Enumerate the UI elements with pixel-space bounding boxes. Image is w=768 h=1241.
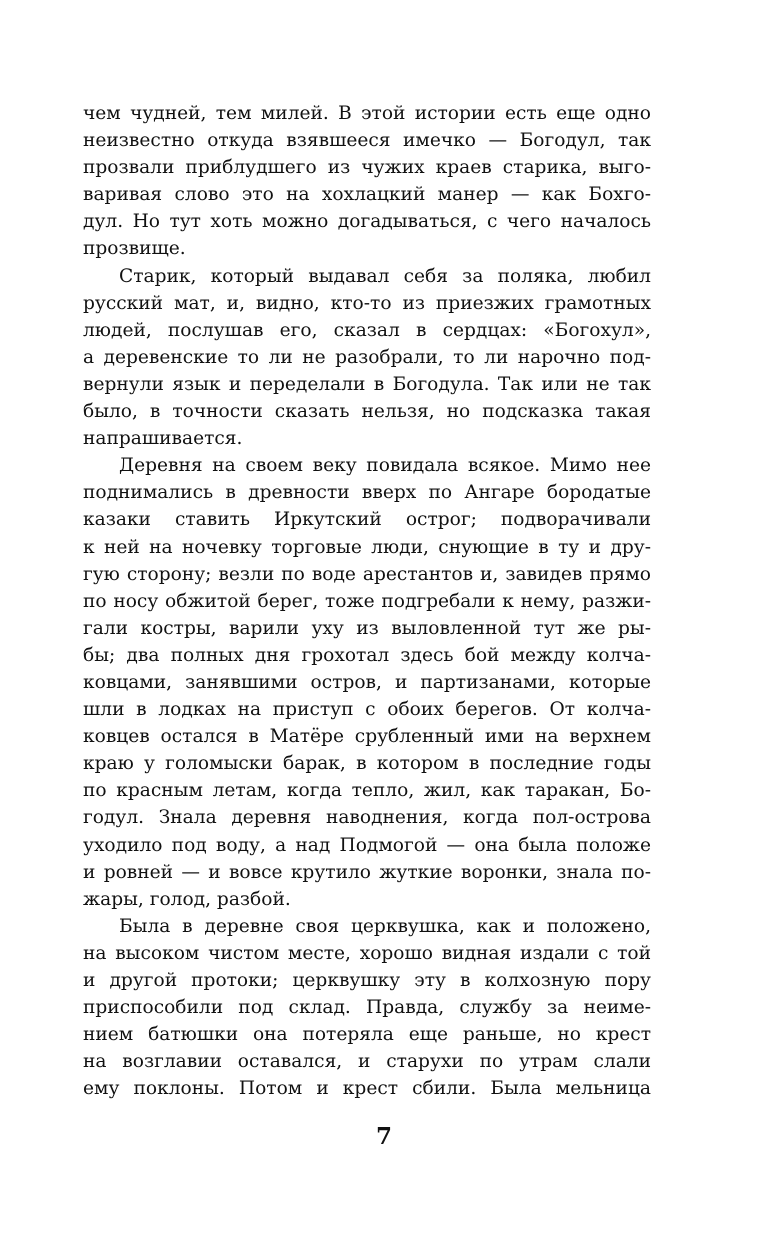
text-line: к ней на ночевку торговые люди, снующие в ту и дру- <box>83 536 651 558</box>
text-line: по носу обжитой берег, тоже подгребали к нему, разжи- <box>83 590 651 612</box>
text-line: русский мат, и, видно, кто-то из приезжих грамотных <box>83 292 651 314</box>
text-line: Деревня на своем веку повидала всякое. Мимо нее <box>119 455 651 477</box>
text-line: прозвище. <box>83 238 186 260</box>
text-line: неизвестно откуда взявшееся имечко — Богодул, так <box>83 130 651 152</box>
text-line: дул. Но тут хоть можно догадываться, с чего началось <box>83 211 651 233</box>
text-line: на высоком чистом месте, хорошо видная издали с той <box>83 942 651 964</box>
text-line: приспособили под склад. Правда, службу за неиме- <box>83 997 651 1019</box>
text-line: на возглавии оставался, и старухи по утрам слали <box>83 1051 651 1073</box>
text-line: бы; два полных дня грохотал здесь бой между колча- <box>83 644 651 666</box>
text-line: ковцами, занявшими остров, и партизанами, которые <box>83 671 651 693</box>
text-line: ковцев остался в Матёре срубленный ими на верхнем <box>83 726 651 748</box>
text-line: жары, голод, разбой. <box>83 888 291 910</box>
body-text <box>83 100 651 1102</box>
text-line: чем чудней, тем милей. В этой истории есть еще одно <box>83 103 651 124</box>
text-line: ему поклоны. Потом и крест сбили. Была мельница <box>83 1078 651 1100</box>
text-line: нием батюшки она потеряла еще раньше, но крест <box>83 1024 651 1046</box>
text-line: варивая слово это на хохлацкий манер — как Бохго- <box>83 184 651 206</box>
text-line: напрашивается. <box>83 428 243 450</box>
text-line: гую сторону; везли по воде арестантов и, завидев прямо <box>83 563 651 585</box>
text-line: Старик, который выдавал себя за поляка, любил <box>119 265 651 287</box>
text-line: казаки ставить Иркутский острог; подворачивали <box>83 509 651 531</box>
text-line: людей, послушав его, сказал в сердцах: «Богохул», <box>83 319 651 341</box>
text-line: шли в лодках на приступ с обоих берегов. От колча- <box>83 699 651 721</box>
text-line: вернули язык и переделали в Богодула. Так или не так <box>83 373 651 395</box>
text-line: а деревенские то ли не разобрали, то ли нарочно под- <box>83 346 651 368</box>
text-line: годул. Знала деревня наводнения, когда пол-острова <box>83 807 651 829</box>
page-number: 7 <box>375 1123 392 1150</box>
text-line: по красным летам, когда тепло, жил, как таракан, Бо- <box>83 780 651 802</box>
text-line: поднимались в древности вверх по Ангаре бородатые <box>83 482 651 504</box>
text-line: Была в деревне своя церквушка, как и положено, <box>119 915 651 937</box>
text-line: и ровней — и вовсе крутило жуткие воронки, знала по- <box>83 861 651 883</box>
text-line: уходило под воду, а над Подмогой — она была положе <box>83 834 651 856</box>
text-line: гали костры, варили уху из выловленной тут же ры- <box>83 617 651 639</box>
text-line: было, в точности сказать нельзя, но подсказка такая <box>83 401 651 423</box>
text-line: и другой протоки; церквушку эту в колхозную пору <box>83 970 651 991</box>
text-line: прозвали приблудшего из чужих краев старика, выго- <box>83 157 651 179</box>
text-line: краю у голомыски барак, в котором в последние годы <box>83 753 651 775</box>
